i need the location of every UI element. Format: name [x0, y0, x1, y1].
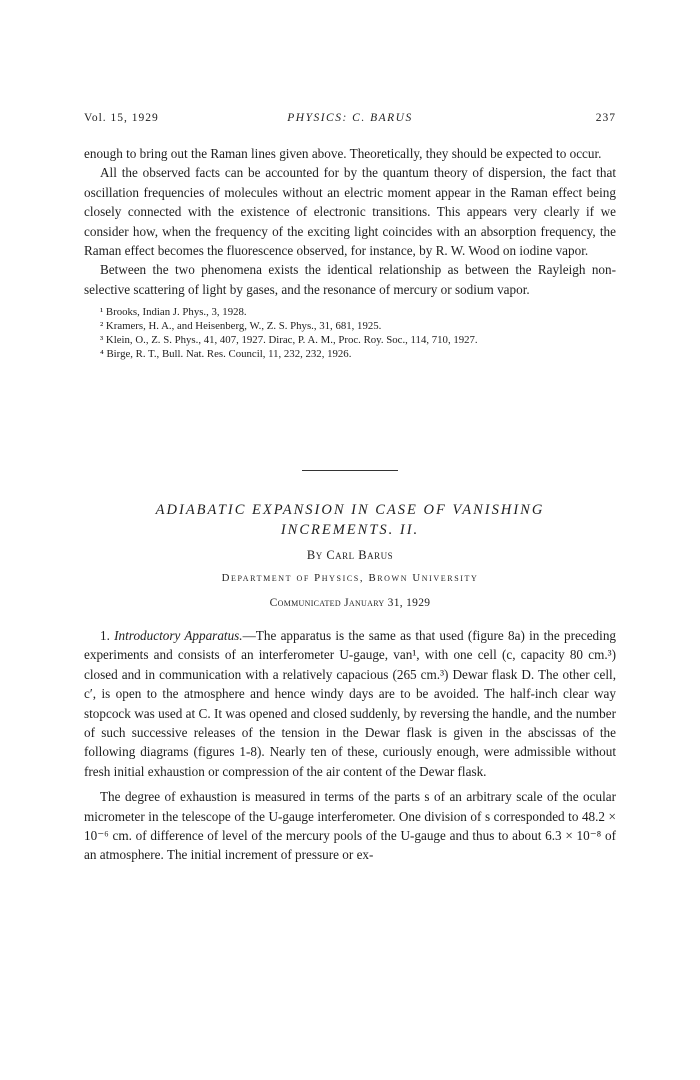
article-paragraph-1 — [84, 626, 616, 781]
section-text: —The apparatus is the same as that used (figure 8a) in the preceding experiments and consists of an interferometer U-gauge, van¹, with one cell (c, capacity 80 cm.³) closed and in communication with a relatively capacious (265 cm.³) Dewar flask D. The other cell, c′, is open to the atmosphere and hence windy days are to be avoided. The half-inch clear way stopcock was used at C. It was opened and closed suddenly, by reversing the handle, and the number of such successive releases of the tension in the Dewar flask is given in the abscissas of the following diagrams (figures 1-8). Nearly ten of these, curiously enough, were admissible without fresh initial exhaustion or compression of the air content of the Dewar flask. — [84, 628, 617, 779]
footnote-1: ¹ Brooks, Indian J. Phys., 3, 1928. — [100, 306, 247, 319]
running-header — [84, 112, 616, 132]
article-title-line-1: ADIABATIC EXPANSION IN CASE OF VANISHING — [155, 502, 545, 518]
paragraph-relationship: Between the two phenomena exists the identical relationship as between the Rayleigh non-selective scattering of light by gases, and the resonance of mercury or sodium vapor. — [84, 262, 616, 297]
paragraph-quantum-theory: All the observed facts can be accounted for by the quantum theory of dispersion, the fact that oscillation frequencies of molecules without an electric moment appear in the Raman effect being closely connected with the existence of electronic transitions. This appears very clearly if we consider how, when the frequency of the exciting light coincides with an absorption frequency, the Raman effect becomes the fluorescence observed, for instance, by R. W. Wood on iodine vapor. — [84, 165, 616, 259]
article-paragraph-2: The degree of exhaustion is measured in terms of the parts s of an arbitrary scale of the ocular micrometer in the telescope of the U-gauge interferometer. One division of s corresponded to 48.2 × 10⁻⁶ cm. of difference of level of the mercury pools of the U-gauge and thus to about 6.3 × 10⁻⁸ of an atmosphere. The initial increment of pressure or ex- — [84, 789, 616, 863]
article-title-line-2: INCREMENTS. II. — [280, 522, 420, 538]
article-body — [84, 626, 616, 865]
paragraph-continued: enough to bring out the Raman lines given above. Theoretically, they should be expected to occur. — [84, 146, 602, 161]
footnote-2: ² Kramers, H. A., and Heisenberg, W., Z. S. Phys., 31, 681, 1925. — [100, 320, 382, 333]
article-title — [84, 500, 616, 540]
section-divider — [302, 470, 398, 471]
section-number: 1. — [100, 628, 110, 643]
footnote-4: ⁴ Birge, R. T., Bull. Nat. Res. Council, 11, 232, 232, 1926. — [100, 348, 352, 361]
author-affiliation: Department of Physics, Brown University — [221, 572, 479, 584]
author-byline: By Carl Barus — [306, 548, 394, 562]
volume-label: Vol. 15, 1929 — [84, 112, 159, 124]
communicated-date: Communicated January 31, 1929 — [269, 597, 431, 609]
top-section — [84, 144, 616, 361]
section-heading: Introductory Apparatus. — [114, 628, 243, 643]
footnote-3: ³ Klein, O., Z. S. Phys., 41, 407, 1927. Dirac, P. A. M., Proc. Roy. Soc., 114, 710, 1927. — [100, 334, 478, 347]
page-number: 237 — [595, 112, 616, 124]
running-title: PHYSICS: C. BARUS — [287, 112, 413, 124]
